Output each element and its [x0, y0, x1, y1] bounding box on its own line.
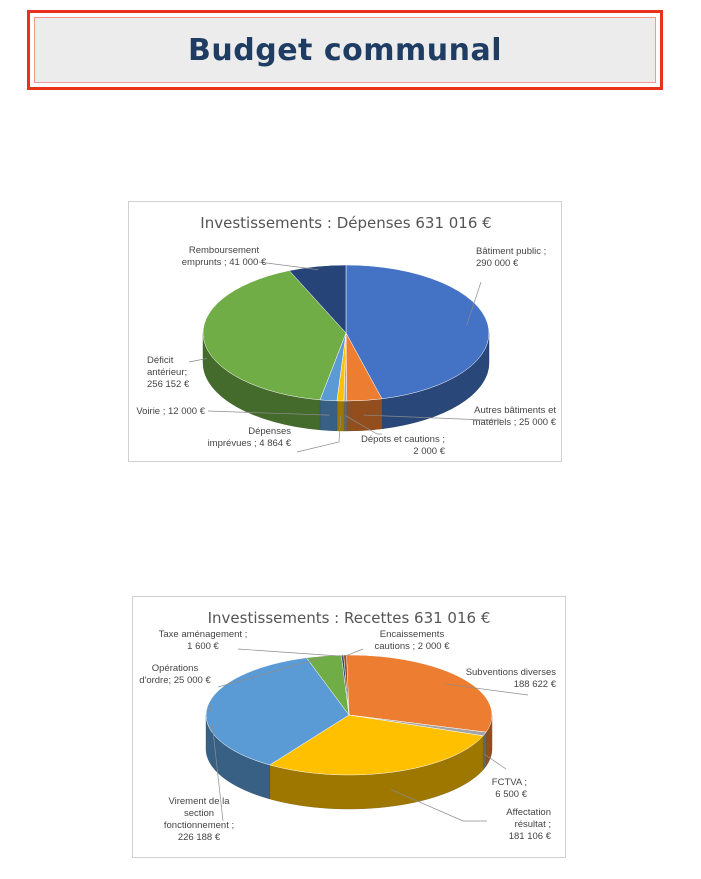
slice-label-line: Affectation — [506, 807, 551, 818]
chart-recettes — [132, 596, 566, 858]
slice-label-line: section — [183, 808, 215, 819]
slice-label-line: Dépenses — [248, 426, 291, 437]
slice-label-line: Bâtiment public ; — [476, 246, 547, 257]
slice-label-line: résultat ; — [514, 819, 551, 830]
chart-depenses — [128, 201, 562, 462]
slice-label-line: 256 152 € — [147, 379, 190, 390]
slice-label-line: Autres bâtiments et — [474, 405, 556, 416]
leader-line-5 — [238, 649, 343, 656]
pie-tops — [206, 655, 492, 775]
pie-side-1 — [483, 732, 486, 770]
slice-label-line: Voirie ; 12 000 € — [136, 406, 205, 417]
slice-label-1 — [492, 777, 528, 800]
chart-recettes-svg — [133, 597, 567, 859]
slice-label-line: 226 188 € — [177, 832, 221, 843]
slice-label-0 — [476, 246, 546, 269]
slice-label-3 — [208, 426, 292, 449]
page-title: Budget communal — [188, 32, 502, 68]
pie-tops — [203, 265, 489, 401]
slice-label-line: Taxe aménagement ; — [158, 629, 248, 640]
slice-label-1 — [473, 405, 557, 428]
slice-label-3 — [164, 796, 234, 843]
slice-label-line: imprévues ; 4 864 € — [207, 438, 291, 449]
slice-label-5 — [159, 629, 248, 652]
slice-label-line: Encaissements — [379, 629, 445, 640]
chart-depenses-svg — [129, 202, 563, 463]
slice-label-line: cautions ; 2 000 € — [374, 641, 450, 652]
slice-label-line: Dépots et cautions ; — [361, 434, 445, 445]
slice-label-line: Déficit — [147, 355, 174, 366]
slice-label-6 — [182, 245, 267, 268]
slice-label-line: FCTVA ; — [491, 777, 527, 788]
slice-label-line: d'ordre; 25 000 € — [139, 675, 211, 686]
slice-label-line: Remboursement — [188, 245, 260, 256]
slice-label-line: Virement de la — [168, 796, 230, 807]
slice-label-line: 290 000 € — [476, 258, 519, 269]
chart-title: Investissements : Dépenses 631 016 € — [200, 214, 492, 232]
slice-label-2 — [361, 434, 446, 457]
slice-label-0 — [466, 667, 557, 690]
slice-label-4 — [139, 663, 211, 686]
slice-label-line: antérieur; — [147, 367, 188, 378]
slice-label-line: 2 000 € — [413, 446, 445, 457]
slice-label-line: matériels ; 25 000 € — [472, 417, 556, 428]
slice-label-line: 6 500 € — [495, 789, 527, 800]
slice-label-line: emprunts ; 41 000 € — [181, 257, 267, 268]
slice-label-2 — [506, 807, 551, 842]
title-banner-inner — [34, 17, 656, 83]
slice-label-6 — [375, 629, 451, 652]
slice-label-5 — [147, 355, 190, 390]
slice-label-4 — [136, 406, 205, 417]
slice-label-line: Subventions diverses — [465, 667, 556, 678]
slice-label-line: 188 622 € — [513, 679, 556, 690]
slice-label-line: fonctionnement ; — [163, 820, 235, 831]
title-banner — [27, 10, 663, 90]
slice-label-line: 181 106 € — [508, 831, 551, 842]
leader-line-6 — [259, 262, 318, 270]
slice-label-line: 1 600 € — [187, 641, 219, 652]
chart-title: Investissements : Recettes 631 016 € — [207, 609, 491, 627]
slice-label-line: Opérations — [151, 663, 199, 674]
